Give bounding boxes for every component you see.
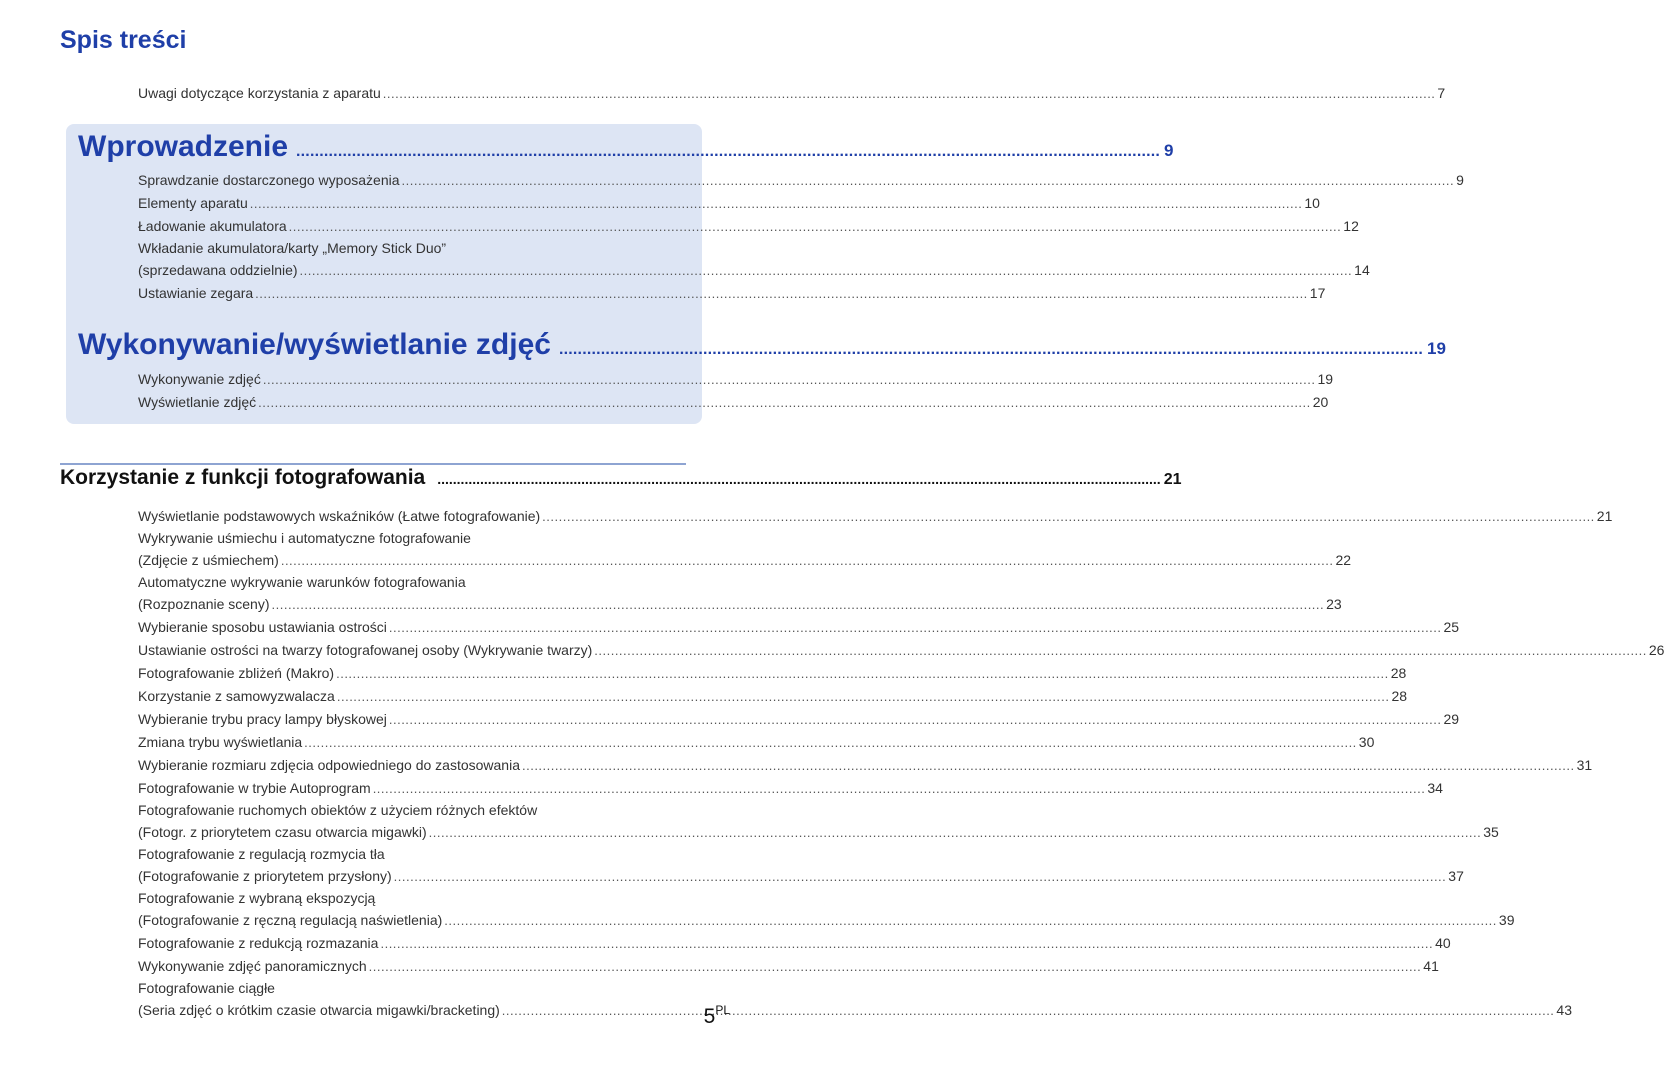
toc-entry-text: Ładowanie akumulatora xyxy=(138,218,287,234)
toc-entry[interactable] xyxy=(138,82,1446,105)
toc-entry[interactable] xyxy=(138,662,1407,685)
toc-entry-last-line xyxy=(138,593,1342,616)
toc-entry-last-line xyxy=(138,909,1515,932)
page-title: Spis treści xyxy=(60,26,187,54)
section-page: 9 xyxy=(1164,141,1174,160)
toc-entry-page: 14 xyxy=(1354,262,1370,278)
toc-entry-text: (Seria zdjęć o krótkim czasie otwarcia migawki/bracketing) xyxy=(138,1002,500,1018)
dot-leader xyxy=(394,865,1447,888)
dot-leader xyxy=(429,821,1482,844)
dot-leader xyxy=(255,282,1308,305)
dot-leader xyxy=(296,143,1160,161)
dot-leader xyxy=(250,192,1303,215)
toc-entry[interactable] xyxy=(138,528,1352,572)
toc-entry[interactable] xyxy=(138,238,1370,282)
toc-entry[interactable] xyxy=(138,282,1326,305)
toc-entry-first-line: Fotografowanie z regulacją rozmycia tła xyxy=(138,846,385,862)
dot-leader xyxy=(263,368,1316,391)
toc-entry-page: 7 xyxy=(1437,85,1446,101)
toc-entry[interactable] xyxy=(138,754,1593,777)
page-number xyxy=(704,1005,730,1029)
dot-leader xyxy=(300,259,1353,282)
toc-entry-last-line xyxy=(138,259,1370,282)
toc-entry-text: Zmiana trybu wyświetlania xyxy=(138,734,303,750)
dot-leader xyxy=(337,685,1390,708)
toc-entry-first-line: Fotografowanie ruchomych obiektów z użyciem różnych efektów xyxy=(138,802,538,818)
section1-entry-list xyxy=(138,169,1464,305)
toc-entry[interactable] xyxy=(138,777,1443,800)
dot-leader xyxy=(389,616,1442,639)
toc-entry-page: 20 xyxy=(1312,394,1329,410)
page-language-suffix: PL xyxy=(715,1003,730,1017)
dot-leader xyxy=(437,471,1160,487)
toc-entry-first-line: Wykrywanie uśmiechu i automatyczne fotografowanie xyxy=(138,530,471,546)
toc-entry[interactable] xyxy=(138,391,1329,414)
dot-leader xyxy=(444,909,1497,932)
toc-entry-page: 19 xyxy=(1317,371,1334,387)
toc-entry-text: Uwagi dotyczące korzystania z aparatu xyxy=(138,85,381,101)
dot-leader xyxy=(369,955,1422,978)
dot-leader xyxy=(502,999,1555,1022)
toc-entry-text: Wybieranie trybu pracy lampy błyskowej xyxy=(138,711,387,727)
section-heading-wykonywanie[interactable] xyxy=(78,328,1446,362)
toc-entry-page: 31 xyxy=(1576,757,1593,773)
toc-entry-text: (Rozpoznanie sceny) xyxy=(138,596,270,612)
toc-entry-page: 22 xyxy=(1335,552,1352,568)
toc-entry-page: 28 xyxy=(1390,665,1407,681)
toc-entry[interactable] xyxy=(138,505,1613,528)
toc-entry-page: 29 xyxy=(1443,711,1460,727)
toc-entry-text: Wybieranie rozmiaru zdjęcia odpowiedniego do zastosowania xyxy=(138,757,520,773)
toc-entry[interactable] xyxy=(138,572,1342,616)
dot-leader xyxy=(402,169,1455,192)
dot-leader xyxy=(380,932,1433,955)
toc-entry[interactable] xyxy=(138,932,1451,955)
section-divider xyxy=(60,463,686,465)
dot-leader xyxy=(559,341,1423,359)
section-heading-korzystanie[interactable] xyxy=(60,466,1182,490)
toc-entry-page: 43 xyxy=(1556,1002,1572,1018)
toc-entry[interactable] xyxy=(138,368,1334,391)
toc-entry-page: 34 xyxy=(1427,780,1443,796)
section-page: 19 xyxy=(1427,339,1446,358)
toc-entry-text: Wybieranie sposobu ustawiania ostrości xyxy=(138,619,387,635)
toc-entry-page: 12 xyxy=(1343,218,1359,234)
page-number-value: 5 xyxy=(703,1005,716,1028)
toc-entry-page: 37 xyxy=(1448,868,1464,884)
toc-entry-page: 26 xyxy=(1648,642,1664,658)
toc-entry[interactable] xyxy=(138,192,1320,215)
toc-entry[interactable] xyxy=(138,731,1375,754)
section-heading-wprowadzenie[interactable] xyxy=(78,130,1174,164)
toc-entry-page: 25 xyxy=(1443,619,1460,635)
dot-leader xyxy=(389,708,1442,731)
toc-entry-text: Elementy aparatu xyxy=(138,195,248,211)
dot-leader xyxy=(373,777,1426,800)
toc-entry[interactable] xyxy=(138,800,1499,844)
toc-entry-page: 9 xyxy=(1456,172,1464,188)
toc-entry[interactable] xyxy=(138,169,1464,192)
section-title: Wykonywanie/wyświetlanie zdjęć xyxy=(78,328,551,361)
dot-leader xyxy=(542,505,1595,528)
toc-entry-first-line: Fotografowanie z wybraną ekspozycją xyxy=(138,890,376,906)
toc-entry-page: 28 xyxy=(1391,688,1408,704)
toc-entry-text: Korzystanie z samowyzwalacza xyxy=(138,688,335,704)
toc-entry[interactable] xyxy=(138,616,1460,639)
toc-entry-last-line xyxy=(138,821,1499,844)
toc-entry-page: 23 xyxy=(1326,596,1342,612)
toc-entry[interactable] xyxy=(138,685,1408,708)
section-page: 21 xyxy=(1163,471,1182,488)
toc-entry-text: (Fotografowanie z ręczną regulacją naświetlenia) xyxy=(138,912,443,928)
toc-entry-text: Ustawianie ostrości na twarzy fotografowanej osoby (Wykrywanie twarzy) xyxy=(138,642,593,658)
toc-entry-last-line xyxy=(138,865,1464,888)
toc-entry-page: 41 xyxy=(1423,958,1439,974)
toc-entry-page: 40 xyxy=(1435,935,1451,951)
toc-entry-first-line: Fotografowanie ciągłe xyxy=(138,980,275,996)
toc-entry-text: (sprzedawana oddzielnie) xyxy=(138,262,298,278)
toc-entry-text: Wykonywanie zdjęć xyxy=(138,371,261,387)
toc-entry-text: (Fotogr. z priorytetem czasu otwarcia migawki) xyxy=(138,824,427,840)
dot-leader xyxy=(522,754,1575,777)
toc-entry-text: Ustawianie zegara xyxy=(138,285,254,301)
toc-entry-page: 10 xyxy=(1304,195,1320,211)
toc-entry-text: Fotografowanie zbliżeń (Makro) xyxy=(138,665,335,681)
dot-leader xyxy=(383,82,1436,105)
toc-entry-page: 17 xyxy=(1309,285,1326,301)
dot-leader xyxy=(289,215,1342,238)
dot-leader xyxy=(304,731,1357,754)
toc-entry[interactable] xyxy=(138,888,1515,932)
toc-entry[interactable] xyxy=(138,215,1359,238)
dot-leader xyxy=(272,593,1325,616)
toc-entry-page: 21 xyxy=(1596,508,1613,524)
toc-entry-first-line: Wkładanie akumulatora/karty „Memory Stick Duo” xyxy=(138,240,447,256)
toc-entry-text: Fotografowanie z redukcją rozmazania xyxy=(138,935,379,951)
toc-entry-page: 39 xyxy=(1498,912,1515,928)
section-title: Wprowadzenie xyxy=(78,130,289,163)
toc-entry-text: (Zdjęcie z uśmiechem) xyxy=(138,552,279,568)
toc-entry[interactable] xyxy=(138,955,1439,978)
toc-entry-page: 35 xyxy=(1483,824,1499,840)
toc-entry[interactable] xyxy=(138,708,1460,731)
toc-entry-first-line: Automatyczne wykrywanie warunków fotografowania xyxy=(138,574,466,590)
toc-entry[interactable] xyxy=(138,639,1664,662)
toc-entry-text: Wyświetlanie zdjęć xyxy=(138,394,257,410)
section-title: Korzystanie z funkcji fotografowania xyxy=(60,466,426,489)
dot-leader xyxy=(594,639,1647,662)
toc-entry-page: 30 xyxy=(1358,734,1375,750)
dot-leader xyxy=(336,662,1389,685)
toc-entry-text: Wykonywanie zdjęć panoramicznych xyxy=(138,958,367,974)
dot-leader xyxy=(281,549,1334,572)
toc-entry-text: Sprawdzanie dostarczonego wyposażenia xyxy=(138,172,400,188)
toc-entry-last-line xyxy=(138,549,1352,572)
toc-entry-text: Wyświetlanie podstawowych wskaźników (Łatwe fotografowanie) xyxy=(138,508,541,524)
section2-entry-list xyxy=(138,368,1334,414)
toc-entry[interactable] xyxy=(138,844,1464,888)
dot-leader xyxy=(258,391,1311,414)
toc-entry-text: Fotografowanie w trybie Autoprogram xyxy=(138,780,371,796)
toc-entry-text: (Fotografowanie z priorytetem przysłony) xyxy=(138,868,392,884)
intro-entry-list xyxy=(138,82,1446,105)
